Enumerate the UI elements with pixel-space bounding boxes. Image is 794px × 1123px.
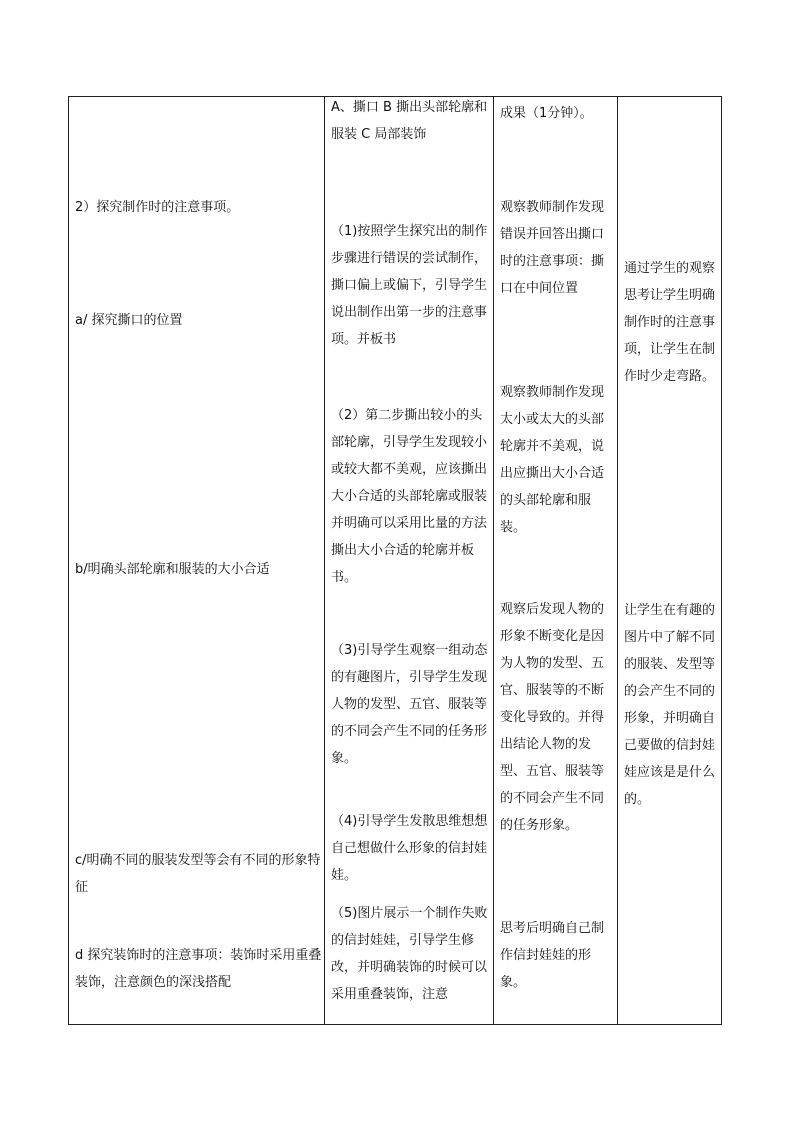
teacher-step-5: （5)图片展示一个制作失败的信封娃娃，引导学生修改，并明确装饰的时候可以采用重叠装饰，注意	[331, 906, 488, 1002]
process-column	[69, 97, 324, 1024]
student-step-3: 观察后发现人物的形象不断变化是因为人物的发型、五官、服装等的不断变化导致的。并得出结论人物的发型、五官、服装等的不同会产生不同的任务形象。	[500, 602, 605, 833]
teacher-step-1: （1)按照学生探究出的制作步骤进行错误的尝试制作，撕口偏上或偏下，引导学生说出制作出第一步的注意事项。并板书	[331, 224, 488, 347]
teacher-step-2: （2）第二步撕出较小的头部轮廓，引导学生发现较小或较大都不美观，应该撕出大小合适的头部轮廓或服装并明确可以采用比量的方法撕出大小合适的轮廓并板书。	[331, 408, 488, 585]
step-a-text: a/ 探究撕口的位置	[75, 313, 183, 328]
intent-text-1: 通过学生的观察思考让学生明确制作时的注意事项，让学生在制作时少走弯路。	[624, 261, 716, 384]
teacher-step-4: （4)引导学生发散思维想想自己想做什么形象的信封娃娃。	[331, 814, 488, 883]
step-c-text: c/明确不同的服装发型等会有不同的形象特征	[75, 853, 321, 895]
step-b-text: b/明确头部轮廓和服装的大小合适	[75, 562, 270, 577]
lesson-plan-table	[68, 96, 722, 1025]
student-step-1: 观察教师制作发现错误并回答出撕口时的注意事项：撕口在中间位置	[500, 200, 605, 296]
steps-text: A、撕口 B 撕出头部轮廓和服装 C 局部装饰	[331, 100, 488, 142]
teacher-activity-column	[325, 97, 493, 1024]
teacher-step-3: （3)引导学生观察一组动态的有趣图片，引导学生发现人物的发型、五官、服装等的不同会产生不同的任务形象。	[331, 643, 488, 766]
student-step-4: 思考后明确自己制作信封娃娃的形象。	[500, 921, 605, 990]
design-intent-column	[618, 97, 722, 1024]
intent-text-2: 让学生在有趣的图片中了解不同的服装、发型等的会产生不同的形象，并明确自己要做的信封娃娃应该是是什么的。	[624, 603, 716, 807]
student-step-2: 观察教师制作发现太小或太大的头部轮廓并不美观，说出应撕出大小合适的头部轮廓和服装。	[500, 385, 605, 535]
step-2-heading: 2）探究制作时的注意事项。	[75, 200, 240, 215]
student-activity-column	[494, 97, 617, 1024]
student-result-text: 成果（1分钟）。	[500, 106, 593, 121]
step-d-text: d 探究装饰时的注意事项：装饰时采用重叠装饰，注意颜色的深浅搭配	[75, 948, 322, 990]
